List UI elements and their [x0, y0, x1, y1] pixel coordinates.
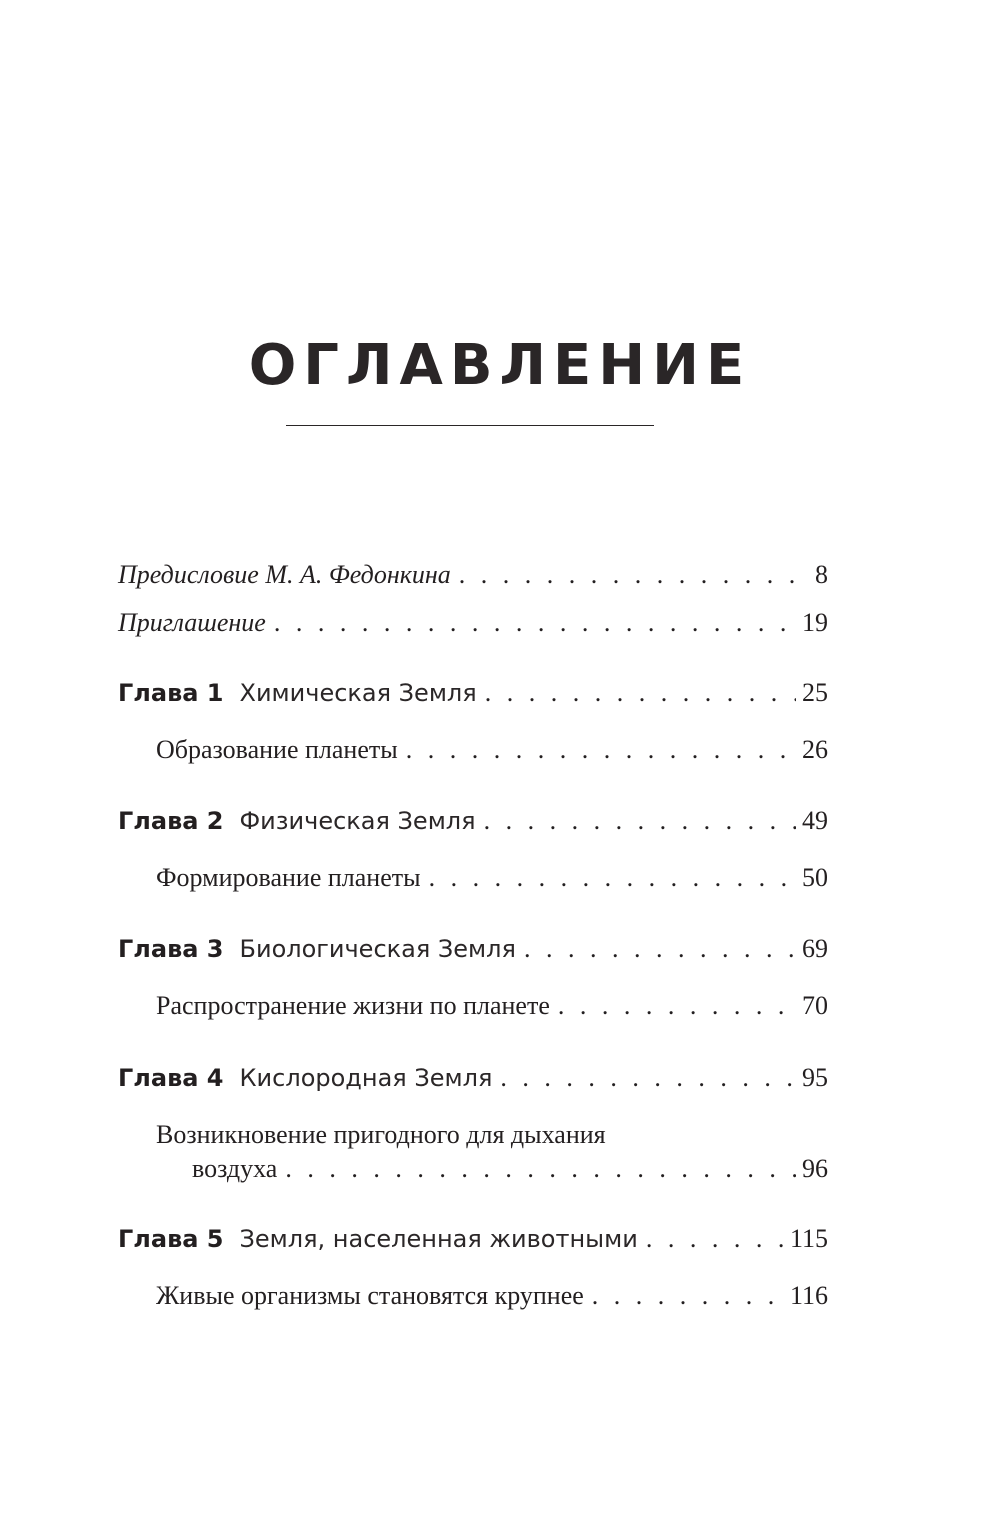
toc-entry-text: воздуха [192, 1154, 278, 1183]
toc-chapter-4[interactable] [118, 1061, 828, 1095]
chapter-title: Химическая Земля [239, 679, 477, 707]
toc-entry-text: Предисловие М. А. Федонкина [118, 560, 451, 589]
toc-entry-preface[interactable] [118, 558, 828, 592]
toc-page-number: 26 [802, 735, 828, 764]
toc-chapter-3[interactable] [118, 932, 828, 966]
toc-entry-text: Живые организмы становятся крупнее [156, 1281, 584, 1310]
toc-subentry-5[interactable] [156, 1279, 828, 1313]
dot-leader [524, 932, 796, 966]
chapter-title: Физическая Земля [239, 807, 476, 835]
page-title: ОГЛАВЛЕНИЕ [248, 333, 752, 398]
toc-chapter-2[interactable] [118, 804, 828, 838]
toc-entry-text: Образование планеты [156, 735, 398, 764]
chapter-title: Земля, населенная животными [239, 1225, 638, 1253]
dot-leader [285, 1152, 796, 1186]
dot-leader [459, 558, 809, 592]
toc-chapter-5[interactable] [118, 1222, 828, 1256]
dot-leader [484, 804, 796, 838]
toc-page-number: 8 [815, 560, 828, 589]
toc-page-number: 49 [802, 806, 828, 835]
dot-leader [485, 676, 796, 710]
toc-entry-text: Распространение жизни по планете [156, 991, 550, 1020]
toc-page-number: 50 [802, 863, 828, 892]
toc-subentry-4-line2[interactable] [192, 1152, 828, 1186]
toc-subentry-2[interactable] [156, 861, 828, 895]
chapter-label: Глава 2 [118, 807, 224, 835]
chapter-label: Глава 1 [118, 679, 224, 707]
title-underline [286, 425, 654, 426]
toc-page-number: 25 [802, 678, 828, 707]
dot-leader [406, 733, 796, 767]
toc-page-number: 19 [802, 608, 828, 637]
dot-leader [500, 1061, 796, 1095]
toc-entry-text: Приглашение [118, 608, 266, 637]
toc-subentry-4-line1[interactable]: Возникновение пригодного для дыхания [156, 1120, 606, 1149]
toc-page-number: 115 [789, 1224, 828, 1253]
dot-leader [558, 989, 796, 1023]
chapter-label: Глава 3 [118, 935, 224, 963]
toc-entry-text: Формирование планеты [156, 863, 421, 892]
toc-entry-invitation[interactable] [118, 606, 828, 640]
dot-leader [592, 1279, 784, 1313]
chapter-label: Глава 5 [118, 1225, 224, 1253]
toc-chapter-1[interactable] [118, 676, 828, 710]
chapter-label: Глава 4 [118, 1064, 224, 1092]
chapter-title: Кислородная Земля [239, 1064, 493, 1092]
toc-page-number: 96 [802, 1154, 828, 1183]
toc-page-number: 95 [802, 1063, 828, 1092]
toc-page-number: 116 [789, 1281, 828, 1310]
toc-page-number: 70 [802, 991, 828, 1020]
toc-subentry-3[interactable] [156, 989, 828, 1023]
dot-leader [646, 1222, 784, 1256]
dot-leader [274, 606, 796, 640]
chapter-title: Биологическая Земля [239, 935, 516, 963]
dot-leader [429, 861, 796, 895]
toc-subentry-1[interactable] [156, 733, 828, 767]
toc-page-number: 69 [802, 934, 828, 963]
